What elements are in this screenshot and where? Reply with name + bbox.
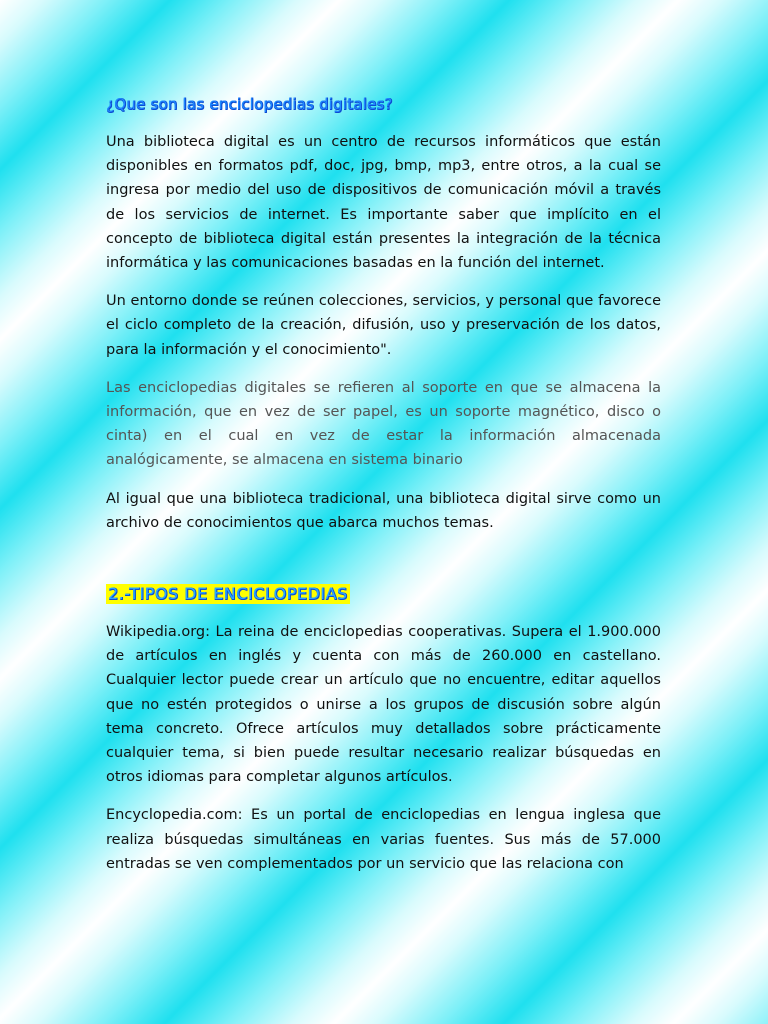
section-heading-enciclopedias-digitales: ¿Que son las enciclopedias digitales? — [106, 95, 393, 113]
paragraph-biblioteca-digital: Una biblioteca digital es un centro de recursos informáticos que están disponibles en formatos pdf, doc, jpg, bmp, mp3, entre otros, a la cual se ingresa por medio del uso de dispositivos de comunicación móvil a través de los servicios de internet. Es importante saber que implícito en el concepto de biblioteca digital están presentes la integración de la técnica informática y las comunicaciones basadas en la función del internet. — [106, 134, 661, 272]
paragraph-entorno: Un entorno donde se reúnen colecciones, servicios, y personal que favorece el ciclo completo de la creación, difusión, uso y preservación de los datos, para la información y el conocimiento". — [106, 293, 661, 358]
document-content — [106, 92, 661, 890]
paragraph-wikipedia: Wikipedia.org: La reina de enciclopedias cooperativas. Supera el 1.900.000 de artículos en inglés y cuenta con más de 260.000 en castellano. Cualquier lector puede crear un artículo que no encuentre, editar aquellos que no estén protegidos o unirse a los grupos de discusión sobre algún tema concreto. Ofrece artículos muy detallados sobre prácticamente cualquier tema, si bien puede resultar necesario realizar búsquedas en otros idiomas para completar algunos artículos. — [106, 624, 661, 786]
paragraph-soporte: Las enciclopedias digitales se refieren al soporte en que se almacena la información, que en vez de ser papel, es un soporte magnético, disco o cinta) en el cual en vez de estar la información almacenada analógicamente, se almacena en sistema binario — [106, 379, 661, 469]
paragraph-archivo-conocimientos: Al igual que una biblioteca tradicional, una biblioteca digital sirve como un archivo de conocimientos que abarca muchos temas. — [106, 490, 661, 531]
section-spacer — [106, 549, 661, 583]
paragraph-encyclopedia-com: Encyclopedia.com: Es un portal de enciclopedias en lengua inglesa que realiza búsquedas simultáneas en varias fuentes. Sus más de 57.000 entradas se ven complementados por un servicio que las relaciona con — [106, 807, 661, 872]
section-heading-tipos-enciclopedias: 2.-TIPOS DE ENCICLOPEDIAS — [108, 584, 348, 604]
